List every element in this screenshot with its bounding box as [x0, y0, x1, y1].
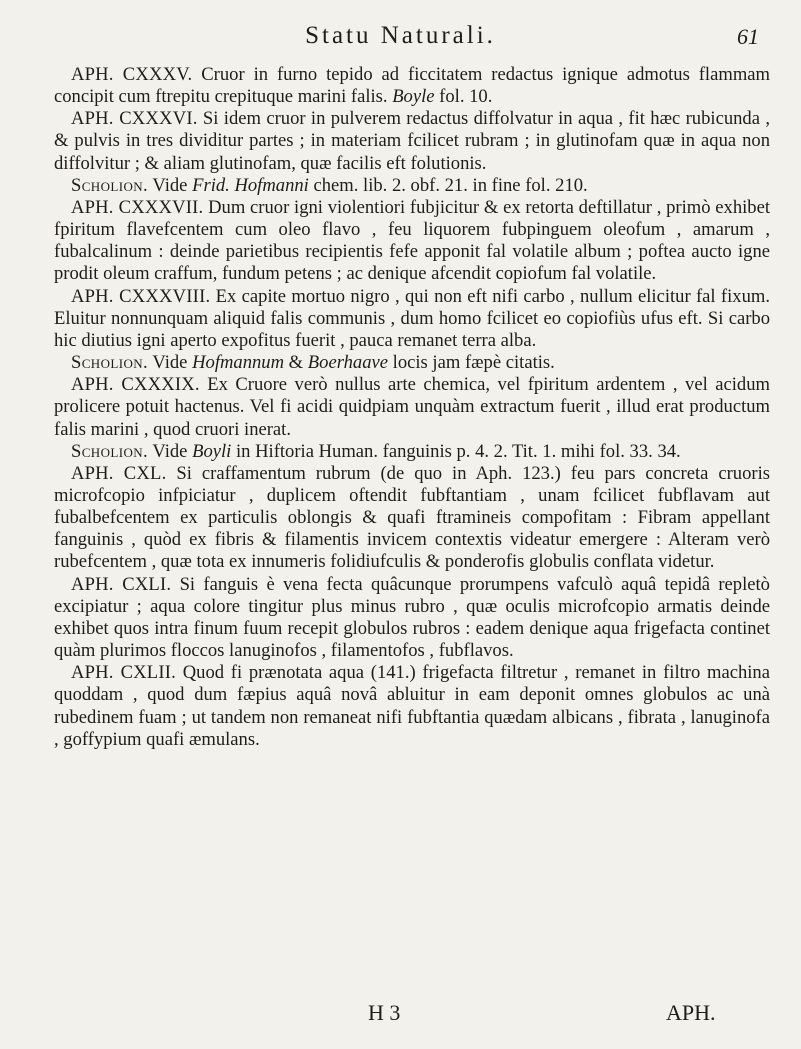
- aphorism-label: APH. CXXXIX.: [71, 374, 200, 396]
- aphorism-text: Ex Cruore verò nullus arte chemica, vel fpiritum ardentem , vel acidum prolicere potuit hactenus. Vel fi acidi quidpiam unquàm extractum fuerit , illud erat productum falis marini , quod cruori inerat.: [54, 374, 770, 440]
- citation-tail: in Hiftoria Human. fanguinis p. 4. 2. Tit. 1. mihi fol. 33. 34.: [231, 440, 681, 462]
- catchword: APH.: [666, 1000, 716, 1025]
- scholion-label: Scholion.: [71, 352, 149, 374]
- aphorism-text: Si fanguis è vena fecta quâcunque prorumpens vafculò aquâ tepidâ repletò excipiatur ; aqua colore tingitur plus minus rubro , quæ oculis microfcopio armatis deinde exhibet quos intra finum fuum recepit globulos rubros : eadem denique aqua frigefacta continet quàm plurimos floccos lanuginofos , filamentofos , fubflavos.: [54, 573, 770, 662]
- citation-tail: locis jam fæpè citatis.: [388, 352, 555, 374]
- body-text: [54, 64, 770, 751]
- aphorism-paragraph: [54, 662, 770, 751]
- scholion-text: Vide: [152, 174, 193, 196]
- scholion-label: Scholion.: [71, 440, 149, 462]
- aphorism-label: APH. CXXXV.: [71, 64, 193, 85]
- aphorism-label: APH. CXXXVII.: [71, 196, 204, 218]
- aphorism-text: Ex capite mortuo nigro , qui non eft nifi carbo , nullum elicitur fal fixum. Eluitur nonnunquam aliquid falis communis , dum homo fcilicet eo copiofiùs ufus eft. Si carbo hic diutius igni aperto expofitus fuerit , pauca remanet terra alba.: [54, 285, 770, 351]
- aphorism-paragraph: [54, 374, 770, 440]
- citation-author: Boyle: [392, 86, 435, 108]
- scholion-text: Vide: [152, 440, 193, 462]
- scholion-label: Scholion.: [71, 174, 149, 196]
- page-footer: [0, 1000, 801, 1030]
- scholion-paragraph: [54, 175, 770, 197]
- citation-author-2: Boerhaave: [307, 352, 389, 374]
- scholion-text: Vide: [152, 352, 193, 374]
- citation-connector: &: [284, 352, 308, 374]
- page-header: [0, 20, 801, 60]
- aphorism-text: Dum cruor igni violentiori fubjicitur & ex retorta deftillatur , primò exhibet fpiritum flavefcentem cum oleo flavo , feu liquorem fubpinguem oleofum , amarum , fubalcalinum : deinde parietibus recipientis fefe apponit fal volatile album ; poftea aucto igne prodit oleum craffum, fundum petens ; ac denique afcendit copiofum fal volatile.: [54, 196, 770, 285]
- page-number: 61: [737, 24, 759, 49]
- aphorism-label: APH. CXL.: [71, 462, 167, 484]
- scholion-paragraph: [54, 441, 770, 463]
- aphorism-paragraph: [54, 108, 770, 174]
- aphorism-label: APH. CXLI.: [71, 573, 172, 595]
- citation-tail: chem. lib. 2. obf. 21. in fine fol. 210.: [308, 174, 588, 196]
- aphorism-text: Quod fi prænotata aqua (141.) frigefacta filtretur , remanet in filtro machina quoddam , quod dum fæpius aquâ novâ abluitur in eam deponit omnes globulos ac unà rubedinem fuam ; ut tandem non remaneat nifi fubftantia quædam albicans , fibrata , lanuginofa , goffypium quafi æmulans.: [54, 662, 770, 750]
- aphorism-paragraph: [54, 64, 770, 108]
- running-head: Statu Naturali.: [305, 22, 496, 49]
- aphorism-paragraph: [54, 197, 770, 286]
- aphorism-text: Si craffamentum rubrum (de quo in Aph. 123.) feu pars concreta cruoris microfcopio infpiciatur , duplicem oftendit fubftantiam , unam fcilicet fubflavam aut fubalbefcentem ex particulis oblongis & quafi ftramineis compofitam : Fibram appellant fanguinis , quòd ex fibris & filamentis invicem contextis videatur emergere : Alteram verò rubefcentem , quæ tota ex innumeris folidiufculis & ponderofis globulis conflata videtur.: [54, 462, 770, 573]
- aphorism-text: Cruor in furno tepido ad ficcitatem redactus ignique admotus flammam concipit cum ftrepitu crepituque marini falis.: [54, 64, 770, 108]
- aphorism-paragraph: [54, 286, 770, 352]
- aphorism-label: APH. CXXXVI.: [71, 108, 198, 130]
- citation-author: Boyli: [192, 440, 232, 462]
- citation-author: Frid. Hofmanni: [192, 174, 309, 196]
- aphorism-label: APH. CXLII.: [71, 662, 176, 684]
- aphorism-paragraph: [54, 463, 770, 574]
- citation-tail: fol. 10.: [434, 86, 493, 108]
- signature-mark: H 3: [368, 1000, 401, 1025]
- aphorism-text: Si idem cruor in pulverem redactus diffolvatur in aqua , fit hæc rubicunda , & pulvis in tres dividitur partes ; in materiam fcilicet rubram ; in glutinofam quæ in aqua non diffolvitur ; & aliam glutinofam, quæ facilis eft folutionis.: [54, 108, 770, 174]
- citation-author: Hofmannum: [192, 352, 285, 374]
- scholion-paragraph: [54, 352, 770, 374]
- aphorism-paragraph: [54, 574, 770, 663]
- aphorism-label: APH. CXXXVIII.: [71, 285, 211, 307]
